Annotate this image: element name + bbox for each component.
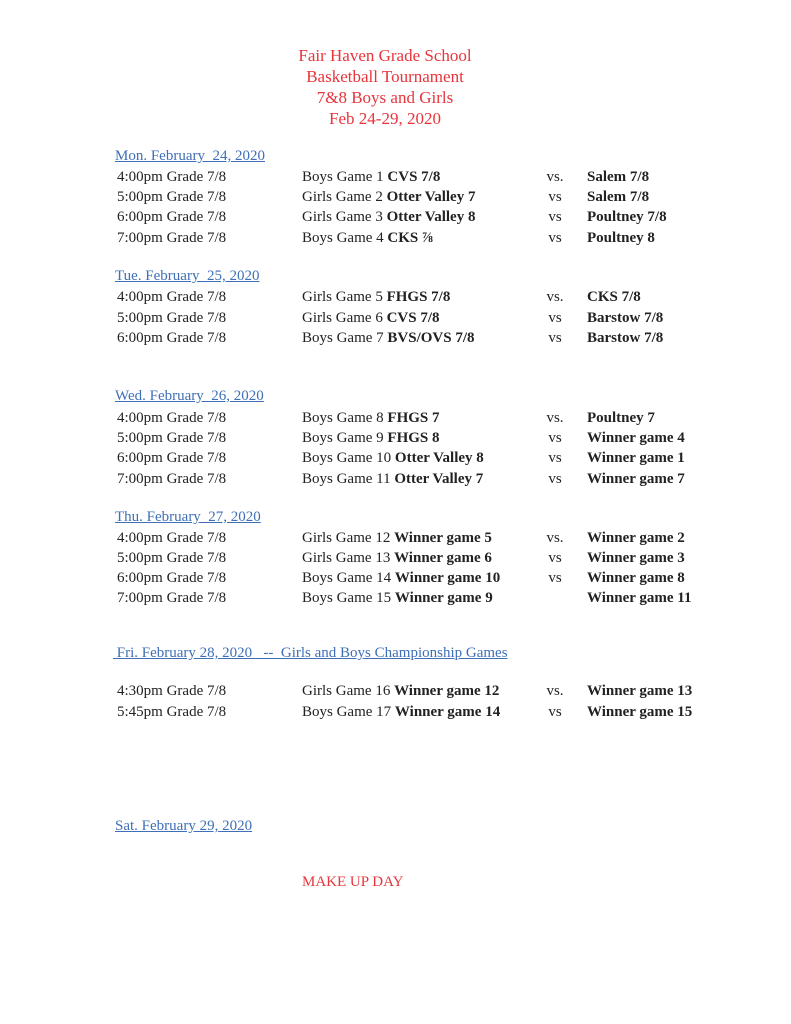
game-opponent: Winner game 8 xyxy=(587,570,685,586)
game-opponent: Winner game 11 xyxy=(587,590,692,606)
game-time: 6:00pm Grade 7/8 xyxy=(117,450,227,466)
vs-label: vs xyxy=(548,471,562,487)
game-row xyxy=(0,228,791,248)
game-time: 5:00pm Grade 7/8 xyxy=(117,310,227,326)
game-opponent: Barstow 7/8 xyxy=(587,330,664,346)
makeup-day-label: MAKE UP DAY xyxy=(302,874,404,890)
game-row xyxy=(0,681,791,701)
vs-label: vs. xyxy=(546,169,564,185)
vs-label: vs xyxy=(548,430,562,446)
vs-label: vs xyxy=(548,550,562,566)
game-time: 5:00pm Grade 7/8 xyxy=(117,430,227,446)
game-matchup: Boys Game 4 CKS ⅞ xyxy=(302,230,434,246)
game-opponent: CKS 7/8 xyxy=(587,289,641,305)
game-opponent: Salem 7/8 xyxy=(587,189,650,205)
game-opponent: Poultney 7/8 xyxy=(587,209,667,225)
game-matchup: Boys Game 7 BVS/OVS 7/8 xyxy=(302,330,475,346)
game-matchup: Boys Game 15 Winner game 9 xyxy=(302,590,493,606)
game-matchup: Boys Game 9 FHGS 8 xyxy=(302,430,440,446)
game-matchup: Girls Game 12 Winner game 5 xyxy=(302,530,492,546)
game-row xyxy=(0,528,791,548)
game-row xyxy=(0,428,791,448)
game-opponent: Poultney 8 xyxy=(587,230,655,246)
vs-label: vs. xyxy=(546,683,564,699)
tournament-name: Basketball Tournament xyxy=(306,67,464,86)
vs-label: vs xyxy=(548,450,562,466)
game-row xyxy=(0,287,791,307)
game-time: 6:00pm Grade 7/8 xyxy=(117,209,227,225)
game-row xyxy=(0,207,791,227)
vs-label: vs xyxy=(548,209,562,225)
game-time: 5:45pm Grade 7/8 xyxy=(117,704,227,720)
game-opponent: Winner game 15 xyxy=(587,704,693,720)
game-row xyxy=(0,308,791,328)
game-matchup: Girls Game 6 CVS 7/8 xyxy=(302,310,440,326)
game-row xyxy=(0,187,791,207)
division-name: 7&8 Boys and Girls xyxy=(316,88,454,107)
game-time: 4:00pm Grade 7/8 xyxy=(117,169,227,185)
day-heading-saturday: Sat. February 29, 2020 xyxy=(115,818,253,834)
vs-label: vs xyxy=(548,230,562,246)
game-time: 7:00pm Grade 7/8 xyxy=(117,471,227,487)
game-row xyxy=(0,588,791,608)
game-matchup: Boys Game 10 Otter Valley 8 xyxy=(302,450,484,466)
vs-label: vs. xyxy=(546,289,564,305)
game-opponent: Poultney 7 xyxy=(587,410,655,426)
game-row xyxy=(0,548,791,568)
game-time: 4:00pm Grade 7/8 xyxy=(117,530,227,546)
vs-label: vs. xyxy=(546,530,564,546)
game-opponent: Winner game 2 xyxy=(587,530,685,546)
game-opponent: Winner game 13 xyxy=(587,683,693,699)
game-time: 5:00pm Grade 7/8 xyxy=(117,189,227,205)
game-time: 4:00pm Grade 7/8 xyxy=(117,289,227,305)
game-time: 4:00pm Grade 7/8 xyxy=(117,410,227,426)
vs-label: vs xyxy=(548,330,562,346)
game-time: 7:00pm Grade 7/8 xyxy=(117,230,227,246)
game-matchup: Girls Game 13 Winner game 6 xyxy=(302,550,492,566)
game-row xyxy=(0,167,791,187)
game-time: 4:30pm Grade 7/8 xyxy=(117,683,227,699)
game-time: 6:00pm Grade 7/8 xyxy=(117,570,227,586)
game-opponent: Winner game 4 xyxy=(587,430,685,446)
header-title xyxy=(0,45,770,129)
game-matchup: Boys Game 14 Winner game 10 xyxy=(302,570,501,586)
game-opponent: Winner game 1 xyxy=(587,450,685,466)
game-time: 6:00pm Grade 7/8 xyxy=(117,330,227,346)
game-row xyxy=(0,568,791,588)
game-opponent: Winner game 7 xyxy=(587,471,685,487)
vs-label: vs xyxy=(548,189,562,205)
game-matchup: Boys Game 11 Otter Valley 7 xyxy=(302,471,484,487)
school-name: Fair Haven Grade School xyxy=(298,46,472,65)
day-heading-wednesday: Wed. February 26, 2020 xyxy=(115,388,264,404)
game-opponent: Barstow 7/8 xyxy=(587,310,664,326)
game-row xyxy=(0,408,791,428)
vs-label: vs. xyxy=(546,410,564,426)
day-heading-tuesday: Tue. February 25, 2020 xyxy=(115,268,260,284)
day-heading-thursday: Thu. February 27, 2020 xyxy=(115,509,261,525)
game-time: 5:00pm Grade 7/8 xyxy=(117,550,227,566)
game-matchup: Boys Game 1 CVS 7/8 xyxy=(302,169,441,185)
game-row xyxy=(0,469,791,489)
game-opponent: Salem 7/8 xyxy=(587,169,650,185)
game-matchup: Boys Game 8 FHGS 7 xyxy=(302,410,440,426)
game-row xyxy=(0,328,791,348)
game-row xyxy=(0,448,791,468)
game-time: 7:00pm Grade 7/8 xyxy=(117,590,227,606)
game-matchup: Girls Game 16 Winner game 12 xyxy=(302,683,500,699)
vs-label: vs xyxy=(548,704,562,720)
vs-label: vs xyxy=(548,310,562,326)
game-opponent: Winner game 3 xyxy=(587,550,685,566)
game-matchup: Girls Game 2 Otter Valley 7 xyxy=(302,189,476,205)
day-heading-monday: Mon. February 24, 2020 xyxy=(115,148,265,164)
game-row xyxy=(0,702,791,722)
day-heading-friday: Fri. February 28, 2020 -- Girls and Boys Championship Games xyxy=(113,645,508,661)
game-matchup: Girls Game 5 FHGS 7/8 xyxy=(302,289,451,305)
vs-label: vs xyxy=(548,570,562,586)
game-matchup: Boys Game 17 Winner game 14 xyxy=(302,704,501,720)
date-range: Feb 24-29, 2020 xyxy=(329,109,441,128)
game-matchup: Girls Game 3 Otter Valley 8 xyxy=(302,209,476,225)
